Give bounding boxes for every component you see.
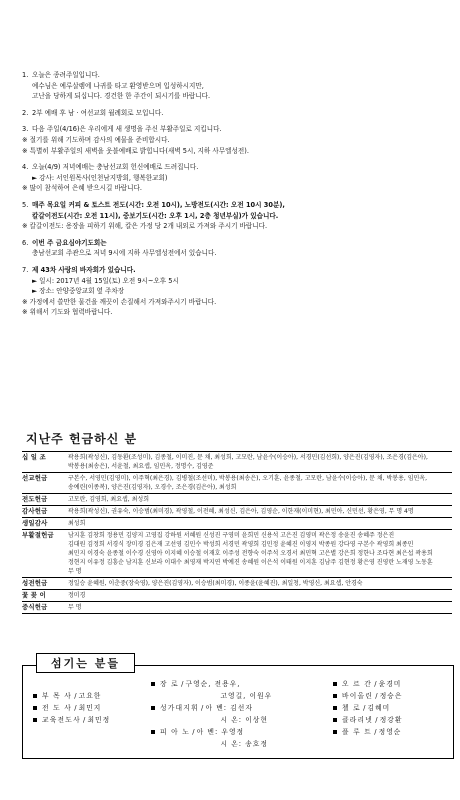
server-entry: 시 온: 이상현 bbox=[220, 716, 268, 724]
server-entry: 부 목 사 / 고요한 bbox=[33, 690, 110, 702]
announcement-text: 오늘은 종려주일입니다. bbox=[32, 71, 100, 79]
item-number: 7. bbox=[22, 265, 29, 274]
square-bullet-icon bbox=[33, 718, 37, 722]
offerings-section bbox=[22, 430, 452, 614]
announcement-3 bbox=[22, 124, 452, 156]
square-bullet-icon bbox=[151, 682, 155, 686]
servers-col-1 bbox=[33, 690, 110, 726]
server-entry: 고영길, 이원우 bbox=[220, 692, 273, 700]
offering-names: 김대원 김정희 서경식 장미경 김은재 고선영 김민수 박성희 서경민 곽영희 김민정 윤혜진 이영지 박종원 강다영 구본수 곽영희 최종민 bbox=[68, 541, 414, 548]
announcement-text: 오늘(4/9) 저녁예배는 충남선교회 헌신예배로 드려집니다. bbox=[32, 163, 199, 172]
offering-category: 부활절헌금 bbox=[22, 531, 54, 539]
announcement-text: 2부 예배 후 남 · 여선교회 월례회로 모입니다. bbox=[32, 108, 164, 117]
offering-names: 무 명 bbox=[68, 604, 82, 611]
item-number: 6. bbox=[22, 238, 29, 247]
offering-category: 생일감사 bbox=[22, 519, 48, 527]
offering-names: 무 명 bbox=[68, 568, 82, 575]
announcement-note: ※ 가정에서 쓸만한 물건을 깨끗이 손질해서 가져와주시기 바랍니다. bbox=[22, 297, 217, 306]
offering-category: 감사헌금 bbox=[22, 507, 48, 515]
item-number: 3. bbox=[22, 125, 29, 134]
offering-row bbox=[22, 472, 452, 493]
servers-box bbox=[22, 665, 454, 759]
announcement-note: ► 장소: 안양중앙교회 옆 주차장 bbox=[32, 287, 125, 296]
offering-category: 선교헌금 bbox=[22, 474, 48, 482]
server-entry: 첼 로 / 김혜미 bbox=[333, 702, 402, 714]
offering-names: 곽용희(곽성신), 김동환(조성미), 김종철, 이미진, 문 채, 최성희, 고모란, 남윤수(이승아), 서경민(김선희), 양은진(김영자), 조은경(김은아), bbox=[68, 454, 428, 461]
offering-names: 정미경 bbox=[68, 592, 86, 599]
offering-category: 중식헌금 bbox=[22, 603, 48, 611]
offering-row bbox=[22, 493, 452, 505]
servers-section bbox=[22, 652, 454, 759]
offering-names: 남지훈 김창희 정용민 김양지 고영집 강하원 서혜원 신성진 구영미 윤희민 신용석 고은진 김영미 곽은정 송윤진 송혜주 정은진 bbox=[68, 532, 395, 539]
item-number: 4. bbox=[22, 163, 29, 172]
announcement-note: ※ 절기를 위해 기도하며 감사의 예물을 준비합시다. bbox=[22, 135, 170, 144]
offering-names: 송예린(이종복), 양은진(김영자), 오경수, 조은경(김은아), 최성희 bbox=[68, 484, 237, 491]
announcement-2 bbox=[22, 108, 452, 119]
announcement-text: 매주 목요일 커피 & 토스트 전도(시간: 오전 10시), 노방전도(시간: 오전 10시 30분), bbox=[32, 200, 285, 209]
square-bullet-icon bbox=[151, 730, 155, 734]
offerings-title: 지난주 헌금하신 분 bbox=[26, 432, 138, 446]
offering-names: 최성희 bbox=[68, 520, 86, 527]
square-bullet-icon bbox=[333, 730, 337, 734]
offering-names: 곽용희(곽성신), 권유숙, 이승범(최미경), 곽영철, 이전혜, 최성신, 김은아, 김영순, 이한재(이미현), 최민아, 신민선, 황은영, 무 명 4명 bbox=[68, 508, 414, 515]
server-entry: 클라리넷 / 정강환 bbox=[333, 714, 402, 726]
offering-category: 전도헌금 bbox=[22, 495, 48, 503]
offering-row bbox=[22, 589, 452, 601]
announcement-1 bbox=[22, 70, 452, 102]
item-number: 5. bbox=[22, 200, 29, 209]
item-number: 1. bbox=[22, 71, 29, 79]
announcement-note: ► 강사: 서인원목사(인천남지방회, 행복한교회) bbox=[32, 173, 168, 182]
announcement-5 bbox=[22, 200, 452, 232]
offering-names: 박봉용(최송은), 서윤철, 최요셉, 임민옥, 정명수, 김영준 bbox=[68, 463, 214, 470]
offering-names: 정현지 이유정 김흥순 남지훈 신보라 이대수 최영재 박지연 박예진 송혜원 이은석 이태원 이지훈 김남주 김현정 황은영 진영란 노재영 노동훈 bbox=[68, 559, 433, 566]
square-bullet-icon bbox=[333, 694, 337, 698]
announcement-text: 제 43차 사랑의 바자회가 있습니다. bbox=[32, 265, 136, 274]
announcement-note: ※ 칼갈이전도: 용장을 피하기 위해, 칼은 가정 당 2개 내외로 가져와 주시기 바랍니다. bbox=[22, 222, 268, 231]
server-entry: 장 로 / 구영순, 전용우, bbox=[151, 678, 272, 690]
announcement-note: ※ 많이 참석하여 은혜 받으시길 바랍니다. bbox=[22, 184, 143, 193]
offering-row bbox=[22, 529, 452, 577]
server-entry: 전 도 사 / 최민지 bbox=[33, 702, 110, 714]
announcement-text: 이번 주 금요심야기도회는 bbox=[32, 238, 107, 247]
offering-row bbox=[22, 451, 452, 472]
server-entry: 성가대지휘 / 아 벤: 김선자 bbox=[151, 702, 272, 714]
offering-names: 구본수, 서영민(김영미), 이주혁(최은경), 김병철(조선미), 박봉용(최송은), 오기훈, 윤종철, 고모란, 남윤수(이승아), 문 채, 박봉용, 임민옥, bbox=[68, 475, 427, 482]
offering-names: 최민지 이경숙 윤종철 이수경 신영아 이지혜 이승철 이재호 이주성 전향숙 이주석 오경서 최민혁 고은별 강은희 정한나 조다현 최은섭 곽용희 bbox=[68, 550, 433, 557]
square-bullet-icon bbox=[333, 706, 337, 710]
announcement-note: ► 일시: 2017년 4월 15일(토) 오전 9시~오후 5시 bbox=[32, 276, 179, 285]
announcement-text: 충남선교회 주관으로 저녁 9시에 지하 사무엘성전에서 있습니다. bbox=[32, 249, 217, 258]
announcement-4 bbox=[22, 162, 452, 194]
servers-col-2 bbox=[151, 678, 272, 750]
offering-row bbox=[22, 517, 452, 529]
server-entry: 오 르 간 / 윤경미 bbox=[333, 678, 402, 690]
servers-col-3 bbox=[333, 678, 402, 738]
announcement-text: 예수님은 예루살렘에 나귀를 타고 환영받으며 입성하시지만, bbox=[32, 81, 204, 90]
offering-names: 정일승 윤혜원, 이춘중(장숙영), 양은진(김영자), 이승범(최미경), 이종윤(윤혜진), 최일청, 박영신, 최요셉, 안경숙 bbox=[68, 580, 363, 587]
offering-row bbox=[22, 601, 452, 614]
announcement-text: 다음 주일(4/16)은 우리에게 새 생명을 주신 부활주일로 지킵니다. bbox=[32, 125, 222, 134]
server-entry: 교육전도사 / 최민정 bbox=[33, 714, 110, 726]
servers-title: 섬기는 분들 bbox=[36, 653, 135, 673]
announcements bbox=[22, 70, 452, 324]
offering-category: 성전헌금 bbox=[22, 579, 48, 587]
square-bullet-icon bbox=[151, 706, 155, 710]
item-number: 2. bbox=[22, 108, 29, 117]
offering-names: 고모란, 김영희, 최요셉, 최성희 bbox=[68, 496, 149, 503]
offering-category: 꽃 꽂 이 bbox=[22, 591, 46, 599]
announcement-text: 고난을 당하게 되십니다. 경건한 한 주간이 되시기를 바랍니다. bbox=[32, 92, 211, 101]
square-bullet-icon bbox=[33, 706, 37, 710]
server-entry: 플 루 트 / 정영순 bbox=[333, 726, 402, 738]
announcement-6 bbox=[22, 238, 452, 259]
server-entry: 바이올린 / 정승은 bbox=[333, 690, 402, 702]
offering-row bbox=[22, 505, 452, 517]
server-entry: 피 아 노 / 아 벤: 우영정 bbox=[151, 726, 272, 738]
square-bullet-icon bbox=[33, 694, 37, 698]
announcement-7 bbox=[22, 265, 452, 318]
square-bullet-icon bbox=[333, 682, 337, 686]
announcement-note: ※ 특별히 부활주일의 새벽을 웃블예배로 밝힙니다(새벽 5시, 지하 사무엘성전). bbox=[22, 146, 249, 155]
announcement-note: ※ 위해서 기도와 협력바랍니다. bbox=[22, 308, 113, 317]
server-entry: 시 온: 송호정 bbox=[220, 740, 268, 748]
offering-row bbox=[22, 577, 452, 589]
square-bullet-icon bbox=[333, 718, 337, 722]
announcement-text: 칼갈이전도(시간: 오전 11시), 중보기도(시간: 오후 1시, 2층 청년부실)가 있습니다. bbox=[32, 211, 279, 220]
offering-category: 십 일 조 bbox=[22, 453, 46, 461]
